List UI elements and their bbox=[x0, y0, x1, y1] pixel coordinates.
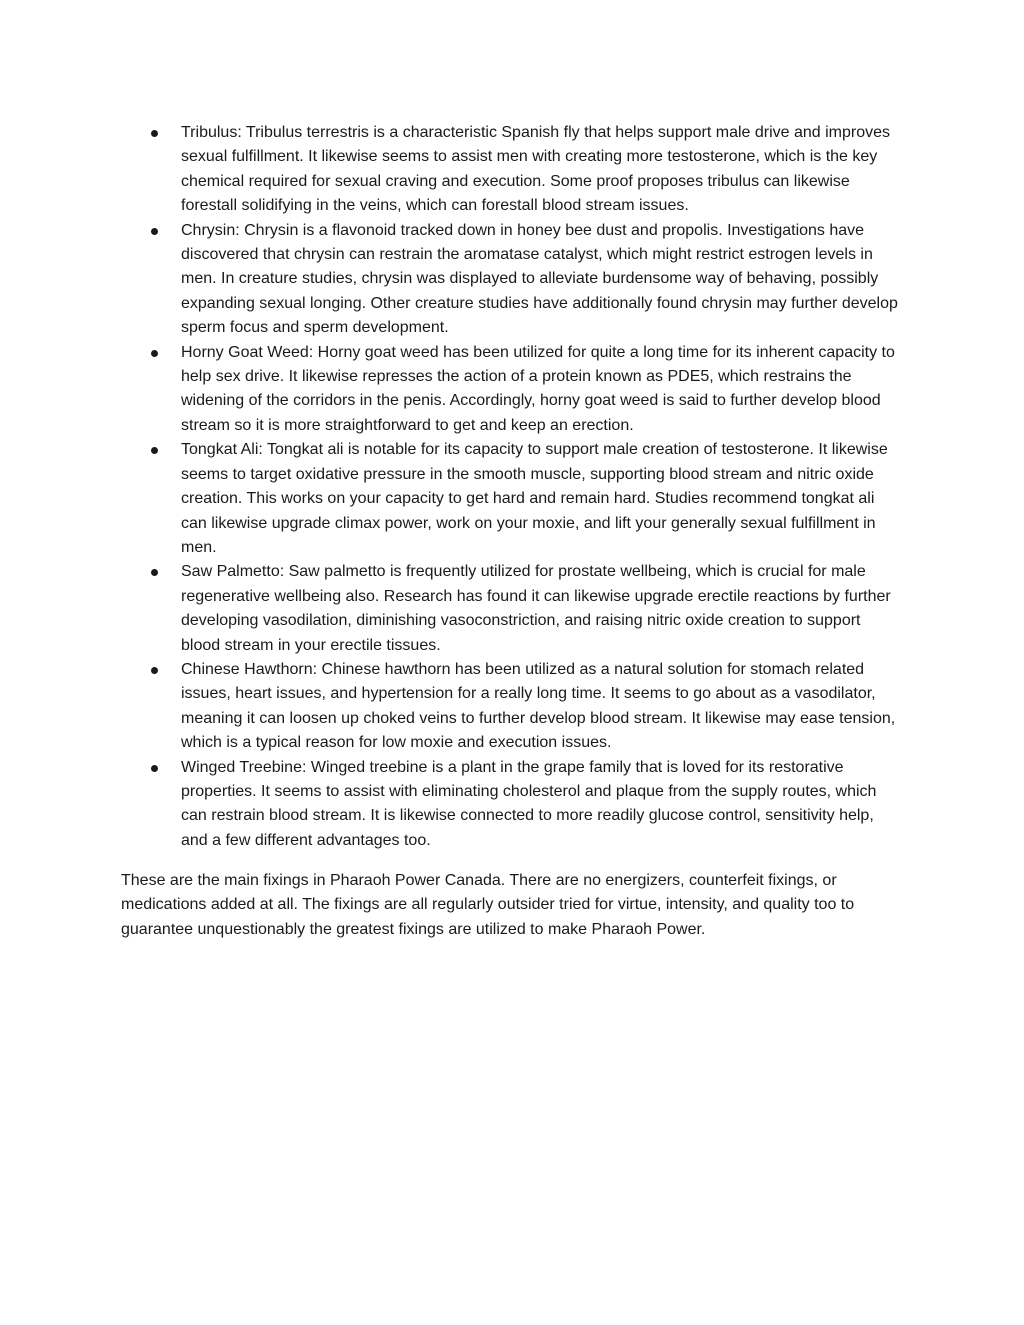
ingredient-bullet-list bbox=[0, 121, 1024, 853]
bullet-icon bbox=[151, 130, 158, 137]
list-item-text: Tribulus: Tribulus terrestris is a characteristic Spanish fly that helps support male drive and improves sexual fulfillment. It likewise seems to assist men with creating more testosterone, which is the key chemical required for sexual craving and execution. Some proof proposes tribulus can likewise forestall solidifying in the veins, which can forestall blood stream issues. bbox=[181, 124, 891, 215]
list-item-text: Winged Treebine: Winged treebine is a plant in the grape family that is loved for its restorative properties. It seems to assist with eliminating cholesterol and plaque from the supply routes, which can restrain blood stream. It is likewise connected to more readily glucose control, sensitivity help, and a few different advantages too. bbox=[181, 758, 877, 849]
list-item-text: Chinese Hawthorn: Chinese hawthorn has been utilized as a natural solution for stomach related issues, heart issues, and hypertension for a really long time. It seems to go about as a vasodilator, meaning it can loosen up choked veins to further develop blood stream. It likewise may ease tension, which is a typical reason for low moxie and execution issues. bbox=[181, 660, 896, 752]
list-item bbox=[0, 219, 904, 341]
list-item-text: Tongkat Ali: Tongkat ali is notable for its capacity to support male creation of testosterone. It likewise seems to target oxidative pressure in the smooth muscle, supporting blood stream and nitric oxide creation. This works on your capacity to get hard and remain hard. Studies recommend tongkat ali can likewise upgrade climax power, work on your moxie, and lift your generally sexual fulfillment in men. bbox=[181, 441, 888, 556]
bullet-icon bbox=[151, 765, 158, 772]
list-item bbox=[0, 341, 904, 439]
bullet-icon bbox=[151, 667, 158, 674]
list-item bbox=[0, 560, 904, 658]
list-item bbox=[0, 121, 904, 219]
list-item-text: Horny Goat Weed: Horny goat weed has been utilized for quite a long time for its inherent capacity to help sex drive. It likewise represses the action of a protein known as PDE5, which restrains the widening of the corridors in the penis. Accordingly, horny goat weed is said to further develop blood stream so it is more straightforward to get and keep an erection. bbox=[181, 343, 895, 434]
list-item-text: Chrysin: Chrysin is a flavonoid tracked down in honey bee dust and propolis. Investigations have discovered that chrysin can restrain the aromatase catalyst, which might restrict estrogen levels in men. In creature studies, chrysin was displayed to alleviate burdensome way of behaving, possibly expanding sexual longing. Other creature studies have additionally found chrysin may further develop sperm focus and sperm development. bbox=[181, 221, 898, 337]
closing-paragraph: These are the main fixings in Pharaoh Power Canada. There are no energizers, counterfeit fixings, or medications added at all. The fixings are all regularly outsider tried for virtue, intensity, and quality too to guarantee unquestionably the greatest fixings are utilized to make Pharaoh Power. bbox=[121, 872, 855, 938]
list-item-text: Saw Palmetto: Saw palmetto is frequently utilized for prostate wellbeing, which is crucial for male regenerative wellbeing also. Research has found it can likewise upgrade erectile reactions by further developing vasodilation, diminishing vasoconstriction, and raising nitric oxide creation to support blood stream in your erectile tissues. bbox=[181, 563, 891, 654]
bullet-icon bbox=[151, 350, 158, 357]
list-item bbox=[0, 756, 904, 854]
list-item bbox=[0, 658, 904, 756]
list-item bbox=[0, 438, 904, 560]
bullet-icon bbox=[151, 228, 158, 235]
bullet-icon bbox=[151, 447, 158, 454]
bullet-icon bbox=[151, 569, 158, 576]
